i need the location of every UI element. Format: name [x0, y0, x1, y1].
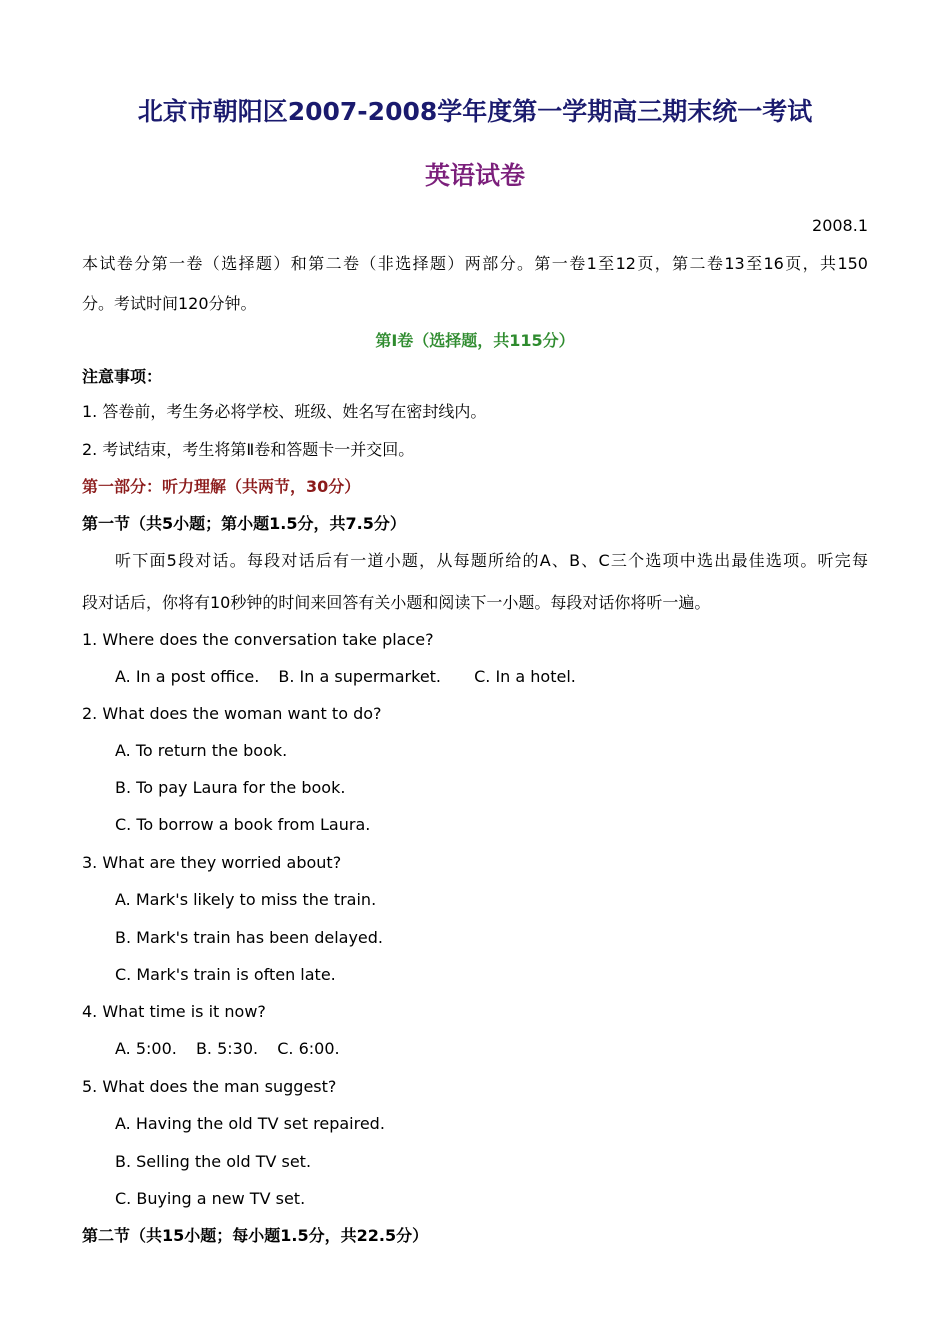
- question-4: 4. What time is it now?: [82, 1002, 266, 1021]
- intro-line-1: 本试卷分第一卷（选择题）和第二卷（非选择题）两部分。第一卷1至12页，第二卷13至16页，共150: [82, 254, 868, 273]
- question-5-option-b: B. Selling the old TV set.: [115, 1152, 312, 1171]
- section-1-heading: 第一节（共5小题；第小题1.5分，共7.5分）: [82, 514, 406, 533]
- question-4-options: [115, 1039, 340, 1059]
- exam-subtitle: 英语试卷: [424, 161, 525, 190]
- question-3: 3. What are they worried about?: [82, 853, 342, 872]
- question-3-option-a: A. Mark's likely to miss the train.: [115, 890, 377, 909]
- question-2-option-b: B. To pay Laura for the book.: [115, 778, 346, 797]
- section-1-instruction-2: 段对话后，你将有10秒钟的时间来回答有关小题和阅读下一小题。每段对话你将听一遍。: [82, 593, 711, 612]
- notice-item-1: 1. 答卷前，考生务必将学校、班级、姓名写在密封线内。: [82, 402, 487, 421]
- question-5-option-a: A. Having the old TV set repaired.: [115, 1114, 385, 1133]
- question-3-option-c: C. Mark's train is often late.: [115, 965, 336, 984]
- exam-title: 北京市朝阳区2007-2008学年度第一学期高三期末统一考试: [137, 97, 813, 126]
- option-b: B. 5:30.: [195, 1039, 259, 1058]
- intro-line-2: 分。考试时间120分钟。: [82, 294, 257, 313]
- question-1-options: [115, 667, 576, 687]
- option-c: C. 6:00.: [277, 1039, 340, 1058]
- notice-item-2: 2. 考试结束，考生将第Ⅱ卷和答题卡一并交回。: [82, 440, 415, 459]
- option-a: A. 5:00.: [115, 1039, 177, 1058]
- question-2-option-c: C. To borrow a book from Laura.: [115, 815, 371, 834]
- question-1: 1. Where does the conversation take place?: [82, 630, 434, 649]
- section-1-instruction-1: 听下面5段对话。每段对话后有一道小题，从每题所给的A、B、C三个选项中选出最佳选项。听完每: [115, 551, 868, 570]
- exam-date: 2008.1: [812, 216, 868, 235]
- section-2-heading: 第二节（共15小题；每小题1.5分，共22.5分）: [82, 1226, 429, 1245]
- question-2-option-a: A. To return the book.: [115, 741, 288, 760]
- option-b: B. In a supermarket.: [278, 667, 442, 686]
- volume-1-title: 第Ⅰ卷（选择题，共115分）: [375, 331, 575, 350]
- notice-heading: 注意事项：: [82, 367, 163, 386]
- option-a: A. In a post office.: [115, 667, 260, 686]
- question-5-option-c: C. Buying a new TV set.: [115, 1189, 306, 1208]
- question-2: 2. What does the woman want to do?: [82, 704, 382, 723]
- question-5: 5. What does the man suggest?: [82, 1077, 337, 1096]
- question-3-option-b: B. Mark's train has been delayed.: [115, 928, 383, 947]
- part-1-heading: 第一部分：听力理解（共两节，30分）: [82, 477, 361, 496]
- option-c: C. In a hotel.: [474, 667, 576, 686]
